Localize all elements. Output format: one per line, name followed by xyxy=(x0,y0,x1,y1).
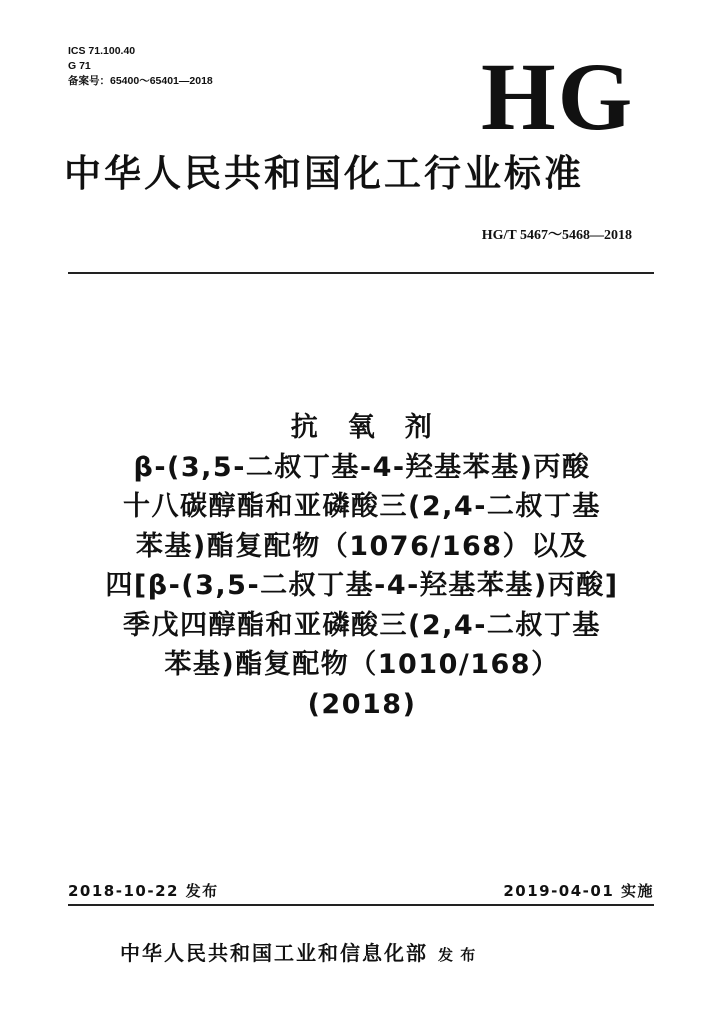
title-line: (2018) xyxy=(307,688,417,720)
title-line: 季戊四醇酯和亚磷酸三(2,4-二叔丁基 xyxy=(123,609,601,641)
classification-block xyxy=(68,44,213,89)
standard-code: HG/T 5467～5468—2018 xyxy=(481,228,632,243)
ics-code: ICS 71.100.40 xyxy=(68,45,136,57)
bottom-divider xyxy=(68,904,654,906)
record-number: 备案号：65400～65401—2018 xyxy=(68,75,213,87)
publish-date: 2018-10-22 发布 xyxy=(68,882,219,900)
title-line: 苯基)酯复配物（1076/168）以及 xyxy=(135,530,589,562)
title-line: 十八碳醇酯和亚磷酸三(2,4-二叔丁基 xyxy=(123,491,601,522)
category-code: G 71 xyxy=(68,60,91,72)
title-line: 四[β-(3,5-二叔丁基-4-羟基苯基)丙酸] xyxy=(105,570,619,601)
title-line: 抗 氧 剂 xyxy=(290,412,434,443)
top-divider xyxy=(68,272,654,274)
issuer-name: 中华人民共和国工业和信息化部 xyxy=(120,941,428,965)
standard-title: 中华人民共和国化工行业标准 xyxy=(64,152,584,195)
title-line: β-(3,5-二叔丁基-4-羟基苯基)丙酸 xyxy=(133,451,591,483)
title-line: 苯基)酯复配物（1010/168） xyxy=(164,649,560,680)
document-title xyxy=(40,408,684,724)
issuer xyxy=(120,937,640,966)
issuer-suffix: 发 布 xyxy=(438,946,477,964)
hg-logo: HG xyxy=(481,43,635,150)
implement-date: 2019-04-01 实施 xyxy=(503,882,654,900)
